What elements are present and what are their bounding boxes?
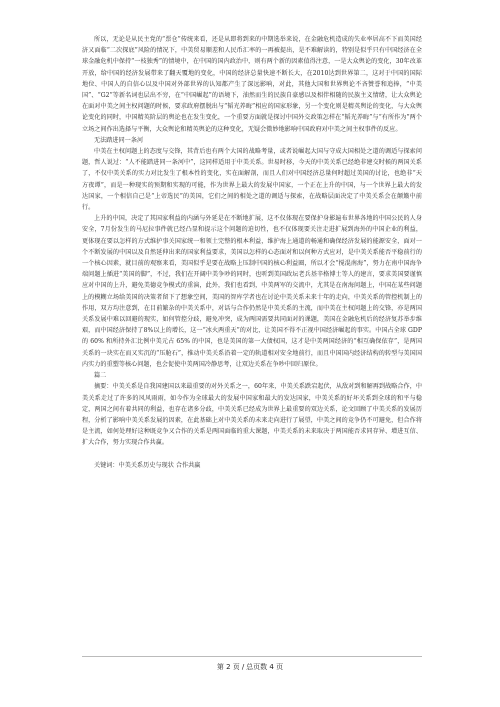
paragraph-1: 所以，无论是从民主党的“票仓”传统来看，还是从即将到来的中期选举来说，在金融危机造成的失业率居高不下而美国经济又面临“二次探底”风险的情况下，中美贸易顺差和人民币汇率的一再被提出，是不难解读的，特别是似乎只有中国经济在全球金融危机中保持“一枝独秀”的情境中，在中国的国内政治中，则有两个新的因素值得注意，一是大众舆论的变化，30年改革开放，给中国的经济发展带来了翻天覆地的变化，中国的经济总量快速不断长大，在2010达到世界第二，这对于中国的国际地位、中国人的自信心以及中国对外部世界的认知都产生了深远影响，对此，其他大国和世界舆论不吝赞誉和追捧，“中美国”、“G2”等新名词也层出不穷，在“中国崛起”的语境下，油然而生的民族自豪感以及相伴相随的民族主义情绪，让大众舆论在面对中美之间主权问题的时候，要求政府摆脱出与“韬光养晦”相应的国家形象，另一个变化则是精英舆论的变化，与大众舆论变化的同时，中国精英阶层的舆论也在发生变化，一个重要方面就是探讨中国外交政策怎样在“韬光养晦”与“有所作为”两个立场之间作出选择与平衡，大众舆论和精英舆论的这种变化，无疑会微妙地影响中国政府对中美之间主权事件的反应。 [82, 36, 422, 133]
page-separator: / [241, 663, 245, 671]
paragraph-2: 中美在主权问题上的态度与交锋，其背后也有两个大国的战略考量，或者说崛起大国与守成大国相处之道的调适与探索问题，哲人说过：“人不能踏进同一条河中”，这同样适用于中美关系。世易时移，今天的中美关系已经绝非建交时候的两国关系了，不仅中美关系的实力对比发生了根本性的变化，实在面解剖，而且人们对中国经济总量何时超过美国的讨论，也绝非“天方夜谭”，而是一种现实的预期和实现的可能，作为世界上最大的发展中国家，一个正在上升的中国，与一个世界上最大的发达国家，一个相信自己是“上帝选民”的美国，它们之间的相处之道的调适与探索，在战略层面决定了中美关系会在颠簸中前行。 [82, 148, 422, 212]
keywords: 关键词：中美关系历史与现状 合作共赢 [94, 461, 201, 469]
current-page-label: 第 2 页 [216, 663, 240, 671]
abstract-paragraph: 摘要：中美关系是自我国建国以来最重要的对外关系之一，60年来，中美关系跌宕起伏，从敌对到和解再到战略合作，中美关系走过了许多的风风雨雨，如今作为全球最大的发展中国家和最大的发达国家，中美关系的好坏关系到全球的和平与稳定，两国之间有着共同的利益，也存在诸多分歧，中美关系已经成为世界上最重要的双边关系，论文回顾了中美关系的发展历程，分析了影响中美关系发展的因素，在此基础上对中美关系的未来走向进行了展望，中美之间的竞争仍不可避免，但合作将是主流，如何处理好这种既竞争又合作的关系是两国面临的重大课题，中美关系的未来取决于两国能否求同存异、增进互信、扩大合作，努力实现合作共赢。 [82, 383, 422, 447]
footer-divider [82, 656, 422, 657]
document-body [82, 34, 422, 471]
total-pages-label: 总页数 4 页 [246, 663, 284, 671]
paragraph-3: 上升的中国，决定了其国家利益的内涵与外延是在不断地扩展，这不仅体现在要保护身影遍布世界各地的中国公民的人身安全，7月份发生的马尼拉事件就已经凸显和提示这个问题的迫切性，也不仅体现要关注走进扩展到海外的中国企业的利益，更体现在要以怎样的方式维护事关国家统一和领土完整的根本利益，维护海上通道的畅通和确保经济发展的能源安全，面对一个不断发展的中国以及自然延伸出来的国家利益要求，美国以怎样的心态面对和以何种方式应对，是中美关系能否平稳前行的一个核心因素，就目前的观察来看，美国似乎是要在战略上压制中国的核心利益圈，所以才会“搅混南海”，努力在南中国海争端问题上插进“美国的脚”，不过，我们在开阔中美争吵的同时，也听到美国政坛老兵基辛格博士等人的建言，要求美国要谨慎应对中国的上升，避免美德竞争模式的重演，此外，我们也看到，中美两军的交流中，尤其是在南海问题上，中国在某些问题上的模糊立场给美国的决策者留下了想象空间，美国的智库学者也在讨论中美关系未来十年的走向，中美关系的管控机制上的作用，双方均注意到，在目前繁杂的中美关系中，对话与合作仍然是中美关系的主流，而中美在主权问题上的交锋，亦是两国关系发展中难以回避的现实，如何管控分歧，避免冲突，成为两国需要共同面对的课题，美国在金融危机后的经济复苏举步维艰，而中国经济保持了8%以上的增长，这一“冰火两重天”的对比，让美国不得不正视中国经济崛起的事实。中国占全球 GDP 的 60% 和所持外汇比例中美元占 65% 的中国，也是美国的第一大债权国，这才是中美两国经济的“相互确保依存”，是两国关系的一块实在而又实沉的“压舱石”，推动中美关系沿着一定的轨道相对安全地前行，而且中国国内经济结构的转型与美国国内实力的重塑等核心问题，也会促使中美两国冷静思考，让双边关系在争吵中回归原位。 [82, 215, 422, 368]
section-title: 无法踏进同一条河 [94, 136, 144, 144]
page-footer [0, 662, 500, 672]
part-two-heading: 篇二 [94, 372, 107, 380]
